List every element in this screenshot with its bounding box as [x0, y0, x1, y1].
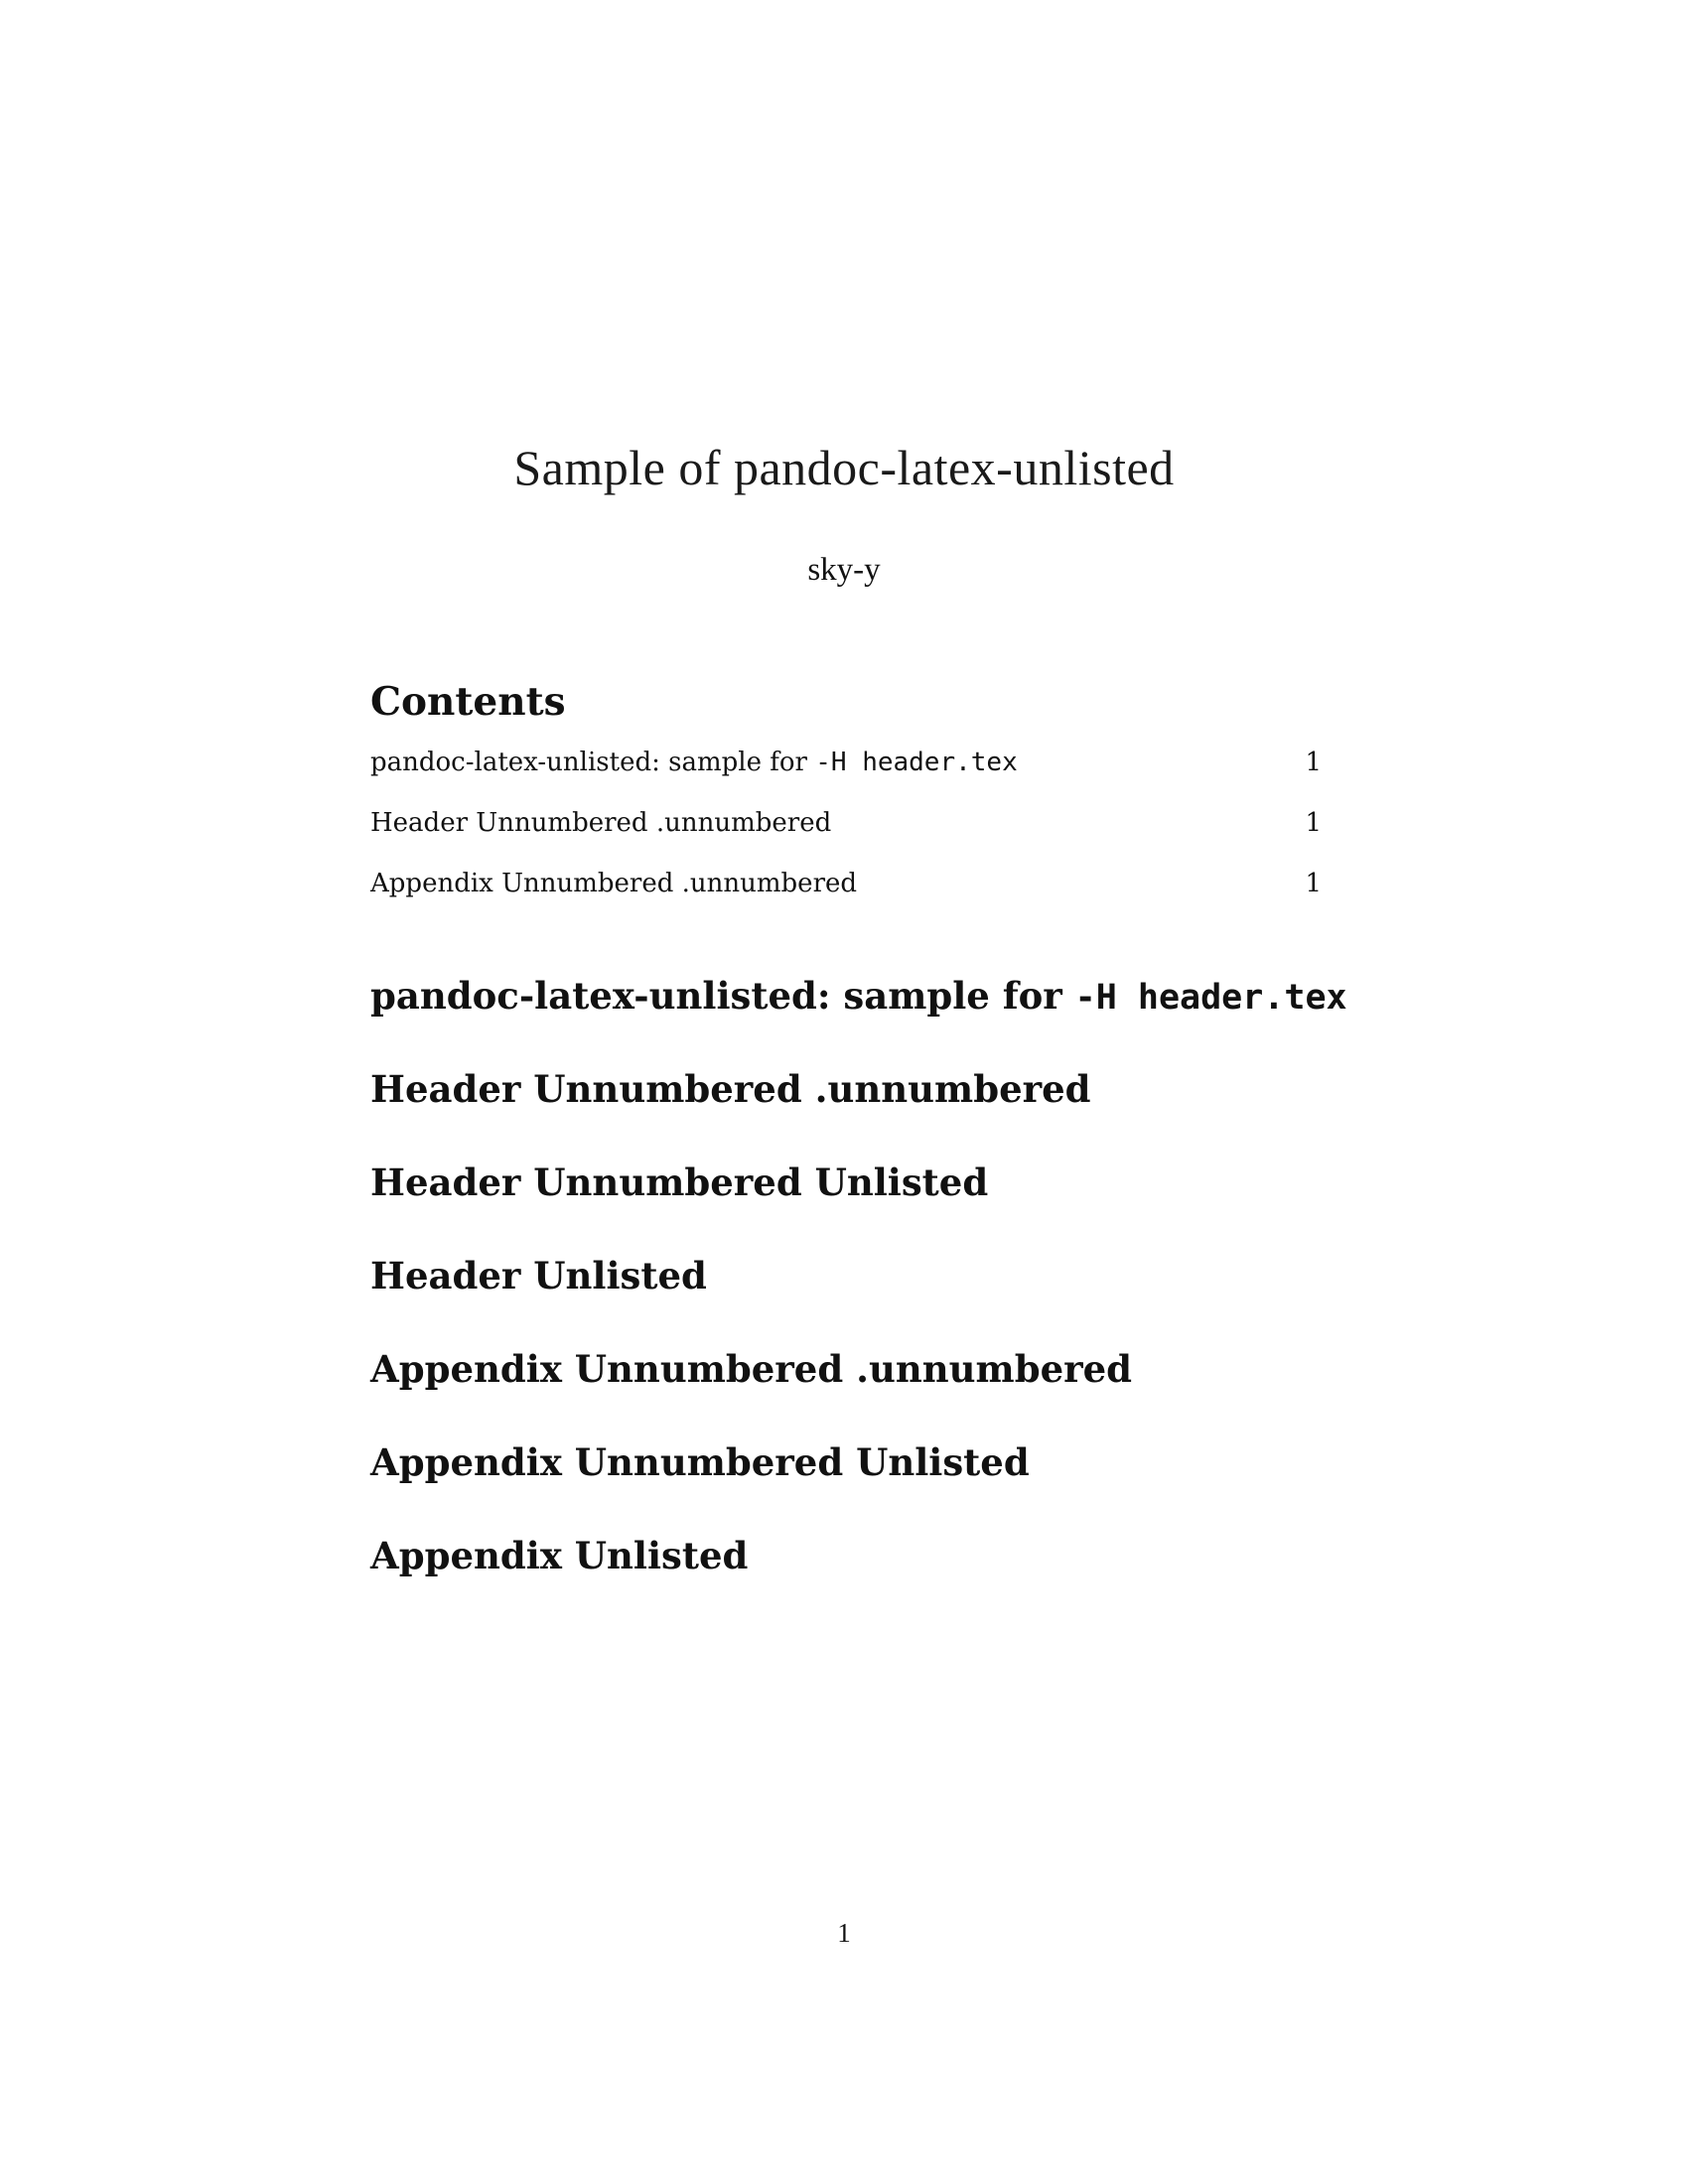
section-heading: Header Unnumbered .unnumbered	[370, 1067, 1091, 1111]
toc-entry-title: pandoc-latex-unlisted: sample for -H header.tex	[370, 748, 1018, 777]
section-heading: Appendix Unnumbered .unnumbered	[370, 1347, 1133, 1391]
section-heading: pandoc-latex-unlisted: sample for -H header.tex	[370, 974, 1347, 1018]
toc-entry-page: 1	[1305, 808, 1322, 838]
toc-entry[interactable]	[370, 750, 1322, 781]
toc-entry-page: 1	[1305, 748, 1322, 777]
section-heading-code: -H header.tex	[1074, 978, 1347, 1018]
section-heading: Header Unnumbered Unlisted	[370, 1160, 989, 1204]
document-author: sky-y	[807, 552, 881, 588]
toc-entry-title: Appendix Unnumbered .unnumbered	[370, 869, 858, 898]
toc-entry-title: Header Unnumbered .unnumbered	[370, 808, 832, 838]
toc-heading: Contents	[370, 679, 566, 725]
section-heading: Appendix Unnumbered Unlisted	[370, 1440, 1030, 1484]
section-heading: Appendix Unlisted	[370, 1534, 749, 1577]
toc-entry-page: 1	[1305, 869, 1322, 898]
page-number: 1	[837, 1918, 851, 1948]
section-heading: Header Unlisted	[370, 1254, 707, 1297]
document-title: Sample of pandoc-latex-unlisted	[513, 440, 1175, 495]
toc-entry[interactable]	[370, 871, 1322, 902]
toc-entry[interactable]	[370, 810, 1322, 842]
toc-entry-code: -H header.tex	[815, 748, 1018, 777]
